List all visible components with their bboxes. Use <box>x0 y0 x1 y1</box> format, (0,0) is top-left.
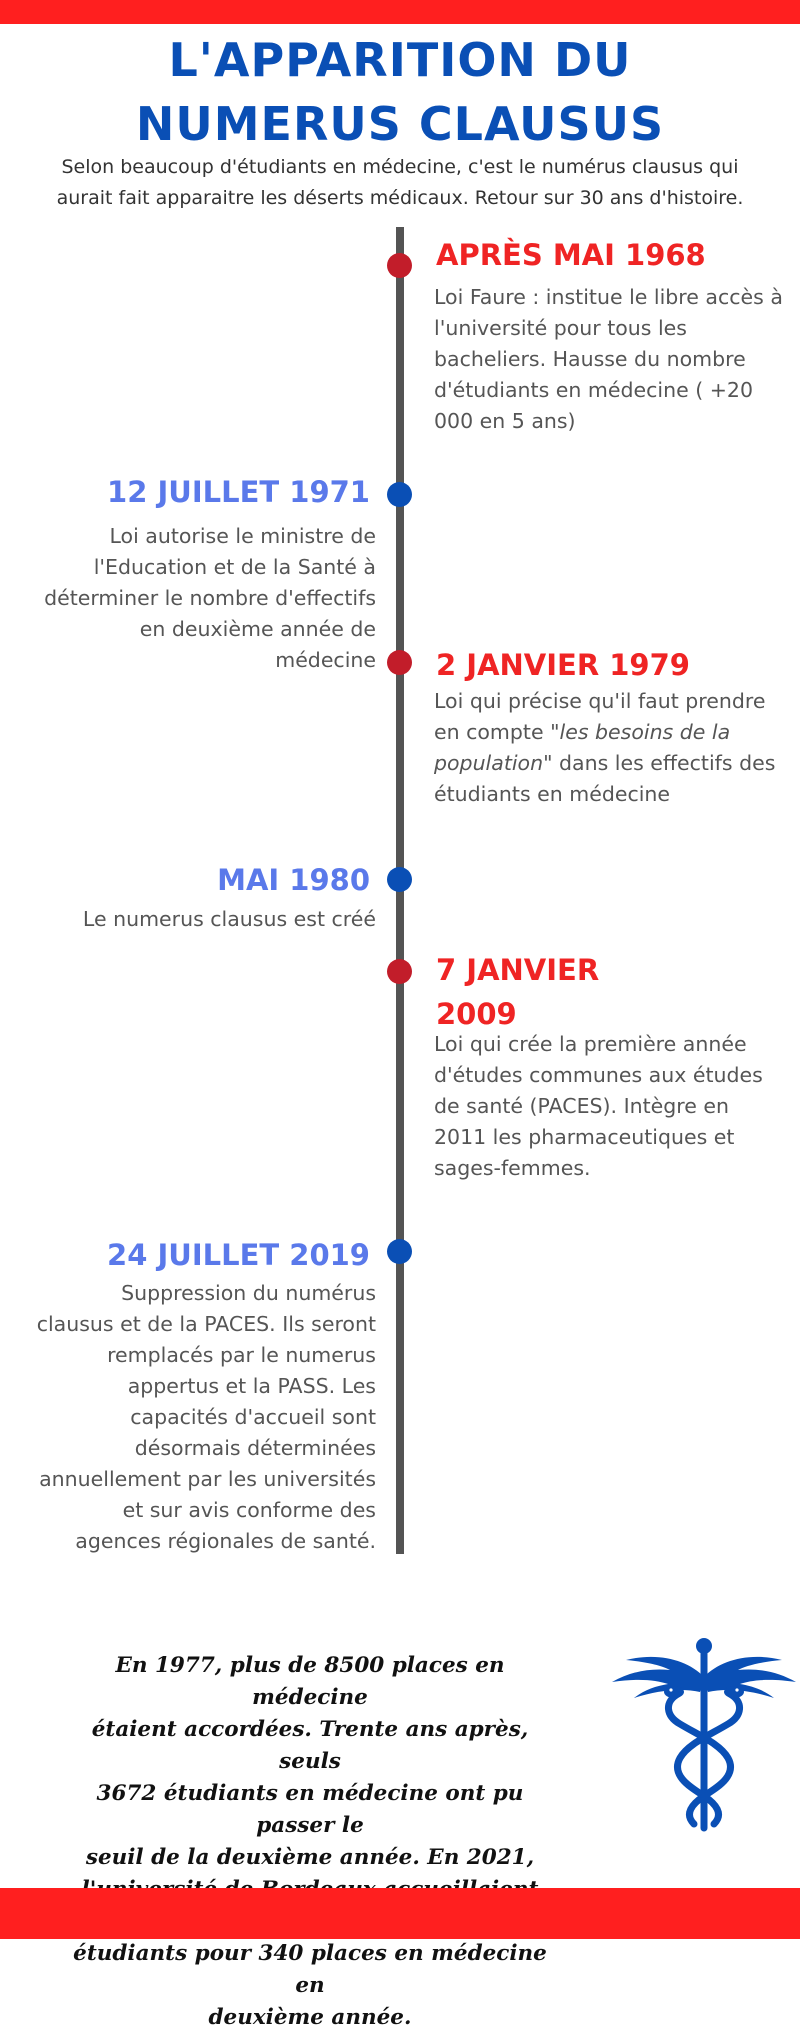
desc-line: Suppression du numérus <box>121 1281 376 1305</box>
desc-text: " dans les effectifs des <box>543 751 776 775</box>
desc-line: déterminer le nombre d'effectifs <box>44 586 376 610</box>
desc-line: médecine <box>275 648 376 672</box>
desc-line: Loi qui crée la première année <box>434 1032 747 1056</box>
desc-line: 2011 les pharmaceutiques et <box>434 1125 735 1149</box>
date-line: 7 JANVIER <box>436 953 600 987</box>
desc-line: sages-femmes. <box>434 1156 591 1180</box>
timeline-dot-1971 <box>387 482 412 507</box>
timeline-dot-1980 <box>387 867 412 892</box>
top-banner <box>0 0 800 24</box>
note-line: seuil de la deuxième année. En 2021, <box>85 1845 535 1870</box>
timeline-dot-2009 <box>387 959 412 984</box>
event-date-1980: MAI 1980 <box>217 863 370 897</box>
event-desc-1980 <box>20 904 376 935</box>
page-title <box>0 28 800 156</box>
bottom-note <box>60 1650 560 2034</box>
subtitle <box>40 152 760 214</box>
timeline-dot-2019 <box>387 1239 412 1264</box>
event-desc-1968 <box>434 282 794 437</box>
desc-line: l'université pour tous les <box>434 316 687 340</box>
desc-line: clausus et de la PACES. Ils seront <box>36 1312 376 1336</box>
title-line-2: NUMERUS CLAUSUS <box>135 97 665 151</box>
note-line: 3672 étudiants en médecine ont pu passer le <box>96 1781 524 1838</box>
desc-line: 000 en 5 ans) <box>434 409 576 433</box>
desc-line: annuellement par les universités <box>39 1467 376 1491</box>
desc-italic: population <box>434 751 544 775</box>
desc-line: Loi Faure : institue le libre accès à <box>434 285 783 309</box>
event-desc-1979 <box>434 686 794 810</box>
event-desc-1971 <box>20 521 376 676</box>
desc-line: étudiants en médecine <box>434 782 671 806</box>
desc-line: capacités d'accueil sont <box>130 1405 376 1429</box>
timeline-dot-1968 <box>387 253 412 278</box>
subtitle-line-2: aurait fait apparaitre les déserts médicaux. Retour sur 30 ans d'histoire. <box>56 187 744 209</box>
desc-line: en deuxième année de <box>139 617 376 641</box>
desc-line: agences régionales de santé. <box>75 1529 376 1553</box>
desc-line: d'études communes aux études <box>434 1063 763 1087</box>
note-line: En 1977, plus de 8500 places en médecine <box>115 1653 505 1710</box>
event-date-1968: APRÈS MAI 1968 <box>436 238 706 272</box>
desc-line: remplacés par le numerus <box>107 1343 376 1367</box>
desc-line: désormais déterminées <box>134 1436 376 1460</box>
desc-line: l'Education et de la Santé à <box>93 555 376 579</box>
desc-line: d'étudiants en médecine ( +20 <box>434 378 753 402</box>
desc-line: de santé (PACES). Intègre en <box>434 1094 729 1118</box>
note-line: deuxième année. <box>208 2005 412 2030</box>
event-date-1971: 12 JUILLET 1971 <box>107 475 370 509</box>
event-desc-2009 <box>434 1029 794 1184</box>
desc-line: appertus et la PASS. Les <box>127 1374 376 1398</box>
event-date-1979: 2 JANVIER 1979 <box>436 648 690 682</box>
desc-italic: les besoins de la <box>559 720 731 744</box>
event-desc-2019 <box>20 1278 376 1557</box>
desc-line: Loi qui précise qu'il faut prendre <box>434 689 766 713</box>
event-date-2019: 24 JUILLET 2019 <box>107 1238 370 1272</box>
desc-line <box>434 717 794 748</box>
caduceus-icon <box>608 1632 800 1832</box>
bottom-banner <box>0 1888 800 1939</box>
event-date-2009 <box>436 948 746 1036</box>
desc-line <box>434 748 794 779</box>
timeline-dot-1979 <box>387 650 412 675</box>
desc-text: en compte " <box>434 720 560 744</box>
desc-line: Le numerus clausus est créé <box>82 907 376 931</box>
desc-line: et sur avis conforme des <box>122 1498 376 1522</box>
date-line: 2009 <box>436 997 517 1031</box>
title-line-1: L'APPARITION DU <box>168 33 632 87</box>
desc-line: Loi autorise le ministre de <box>109 524 376 548</box>
note-line: étaient accordées. Trente ans après, seuls <box>91 1717 529 1774</box>
desc-line: bacheliers. Hausse du nombre <box>434 347 746 371</box>
note-line: étudiants pour 340 places en médecine en <box>73 1941 547 1998</box>
subtitle-line-1: Selon beaucoup d'étudiants en médecine, c'est le numérus clausus qui <box>61 156 739 178</box>
